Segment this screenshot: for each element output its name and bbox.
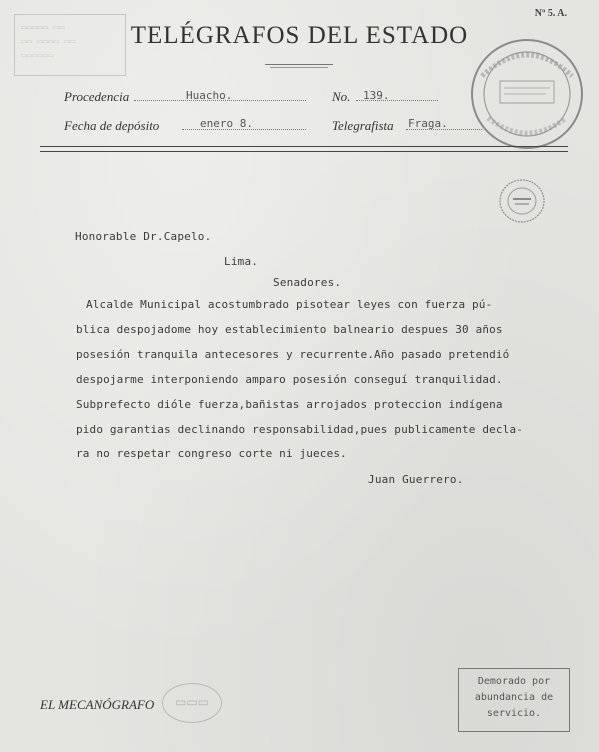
delay-stamp-line: abundancia de — [474, 692, 554, 703]
fecha-deposito-label: Fecha de depósito — [64, 118, 160, 133]
faint-stamp-top-left: ▭▭▭▭▭ ▭▭ ▭▭ ▭▭▭▭ ▭▭ ▭▭▭▭▭▭ — [14, 14, 126, 76]
procedencia-label: Procedencia — [64, 89, 130, 104]
fecha-deposito-value: enero 8. — [200, 117, 253, 130]
body-line: Alcalde Municipal acostumbrado pisotear leyes con fuerza pú- — [86, 298, 493, 311]
destination-city: Lima. — [224, 255, 259, 268]
body-line: ra no respetar congreso corte ni jueces. — [76, 447, 347, 460]
form-number: Nº 5. A. — [534, 8, 567, 19]
body-line: despojarme interponiendo amparo posesión conseguí tranquilidad. — [76, 373, 503, 386]
telegrafista-value: Fraga. — [408, 117, 448, 130]
page-title: TELÉGRAFOS DEL ESTADO — [130, 22, 469, 49]
delay-stamp — [458, 668, 570, 732]
delay-stamp-line: servicio. — [486, 708, 542, 719]
body-line: blica despojadome hoy establecimiento balneario despues 30 años — [76, 323, 503, 336]
salutation: Senadores. — [273, 276, 342, 289]
small-round-stamp — [498, 178, 546, 224]
reception-seal-stamp — [468, 36, 586, 152]
header-divider-top — [40, 146, 568, 147]
mecanografo-faint-seal: ▭▭▭ — [162, 683, 222, 723]
numero-value: 139. — [363, 89, 390, 102]
mecanografo-label: EL MECANÓGRAFO — [40, 697, 155, 712]
delay-stamp-line: Demorado por — [477, 676, 551, 687]
signature: Juan Guerrero. — [368, 473, 464, 486]
title-underline — [265, 64, 333, 65]
title-underline-secondary — [270, 67, 328, 68]
numero-label: No. — [332, 89, 351, 104]
procedencia-value: Huacho. — [186, 89, 233, 102]
header-divider-bottom — [40, 151, 568, 152]
telegrafista-label: Telegrafista — [332, 118, 394, 133]
body-line: posesión tranquila antecesores y recurrente.Año pasado pretendió — [76, 348, 510, 361]
addressee: Honorable Dr.Capelo. — [75, 230, 212, 243]
body-line: Subprefecto dióle fuerza,bañistas arrojados proteccion indígena — [76, 398, 503, 411]
body-line: pido garantias declinando responsabilidad,pues publicamente decla- — [76, 423, 523, 436]
